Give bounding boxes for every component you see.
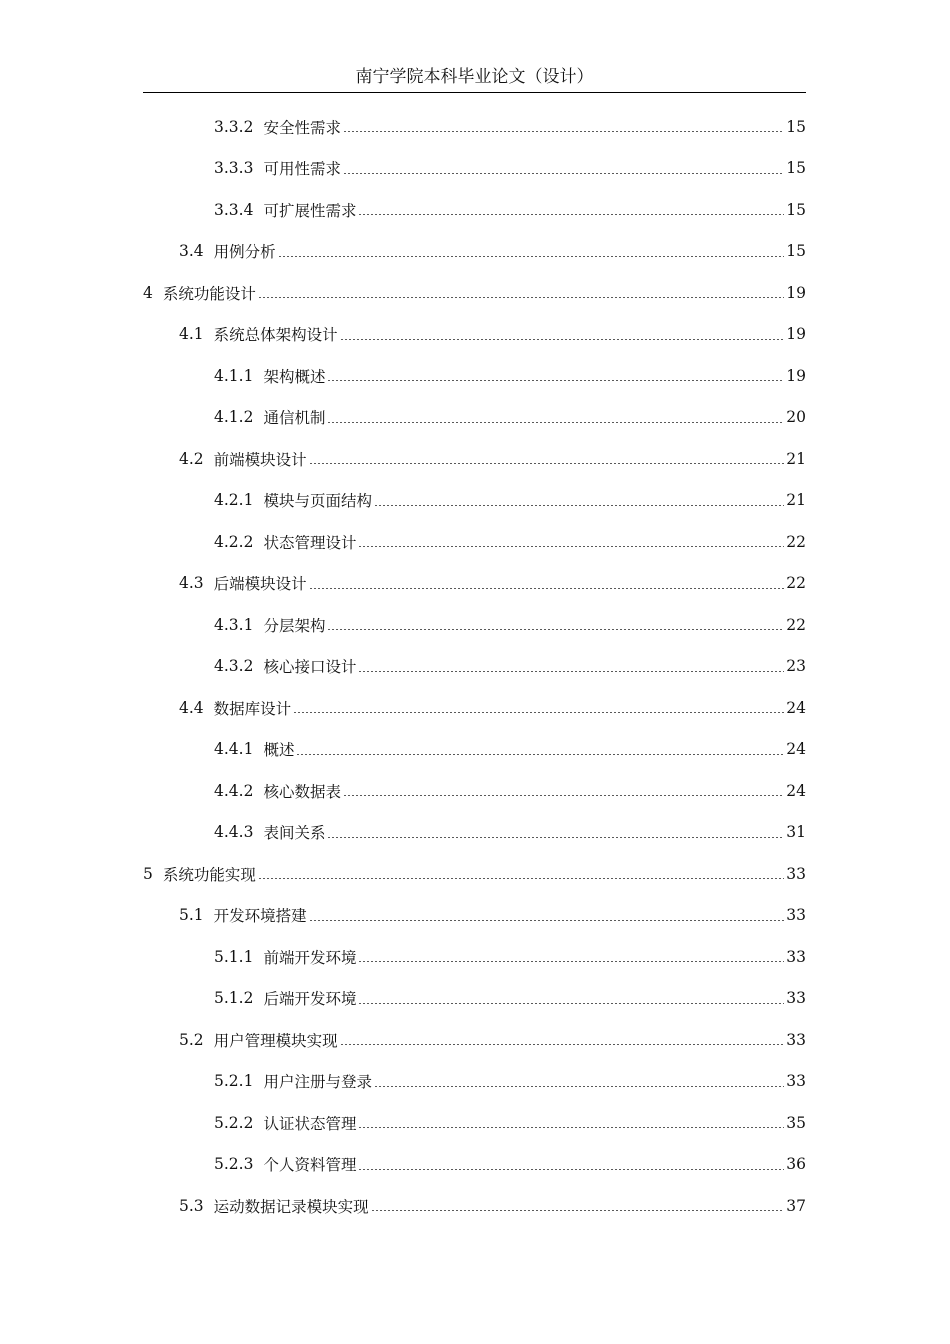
toc-entry-number: 4.3.2 — [214, 657, 254, 676]
toc-dot-leader — [327, 837, 784, 838]
toc-entry-title: 后端模块设计 — [213, 575, 307, 594]
toc-entry[interactable] — [143, 1102, 806, 1144]
toc-entry-page: 37 — [786, 1196, 806, 1215]
toc-entry[interactable] — [143, 521, 806, 563]
toc-entry-title: 安全性需求 — [263, 118, 341, 137]
toc-entry-number: 4.1.2 — [214, 408, 254, 427]
toc-entry-number: 4 — [143, 283, 153, 302]
toc-entry-page: 22 — [786, 615, 806, 634]
toc-entry-title: 数据库设计 — [213, 699, 292, 718]
toc-entry-page: 24 — [786, 698, 806, 717]
toc-entry-title: 用户注册与登录 — [263, 1073, 372, 1092]
toc-entry-page: 21 — [786, 491, 806, 510]
table-of-contents — [143, 106, 806, 1227]
toc-entry-page: 33 — [786, 1072, 806, 1091]
toc-entry-title: 核心数据表 — [263, 782, 341, 801]
toc-entry[interactable] — [143, 106, 806, 148]
toc-entry-number: 4.4.3 — [214, 823, 254, 842]
toc-entry-title: 个人资料管理 — [263, 1156, 357, 1175]
toc-dot-leader — [327, 380, 784, 381]
toc-dot-leader — [358, 1169, 784, 1170]
toc-entry-number: 5.1 — [179, 906, 204, 925]
toc-entry-number: 5.3 — [179, 1196, 204, 1215]
toc-dot-leader — [278, 256, 785, 257]
toc-dot-leader — [327, 629, 784, 630]
toc-dot-leader — [371, 1210, 785, 1211]
toc-entry-page: 33 — [786, 989, 806, 1008]
toc-entry-page: 33 — [786, 864, 806, 883]
toc-dot-leader — [358, 214, 784, 215]
header-title: 南宁学院本科毕业论文（设计） — [355, 67, 594, 87]
toc-dot-leader — [340, 339, 785, 340]
toc-entry[interactable] — [143, 314, 806, 356]
toc-entry-page: 33 — [786, 1030, 806, 1049]
toc-entry-page: 24 — [786, 781, 806, 800]
toc-dot-leader — [358, 961, 784, 962]
toc-entry-page: 23 — [786, 657, 806, 676]
toc-entry-number: 5.1.2 — [214, 989, 254, 1008]
toc-entry-number: 3.3.4 — [214, 200, 254, 219]
toc-entry[interactable] — [143, 355, 806, 397]
toc-entry-page: 21 — [786, 449, 806, 468]
toc-entry-number: 3.3.2 — [214, 117, 254, 136]
toc-entry-title: 状态管理设计 — [263, 533, 357, 552]
toc-entry-number: 5 — [143, 864, 153, 883]
toc-entry-number: 5.2.1 — [214, 1072, 254, 1091]
toc-dot-leader — [309, 588, 785, 589]
toc-entry[interactable] — [143, 770, 806, 812]
toc-entry[interactable] — [143, 1061, 806, 1103]
toc-dot-leader — [358, 1127, 784, 1128]
toc-dot-leader — [358, 1003, 784, 1004]
toc-entry-title: 概述 — [263, 741, 295, 760]
toc-entry-number: 4.1.1 — [214, 366, 254, 385]
toc-entry-title: 架构概述 — [263, 367, 326, 386]
toc-entry-title: 模块与页面结构 — [263, 492, 372, 511]
toc-entry[interactable] — [143, 936, 806, 978]
toc-entry[interactable] — [143, 687, 806, 729]
toc-entry-title: 前端模块设计 — [213, 450, 307, 469]
toc-entry-page: 24 — [786, 740, 806, 759]
toc-dot-leader — [258, 878, 784, 879]
toc-entry[interactable] — [143, 729, 806, 771]
toc-entry-number: 4.3.1 — [214, 615, 254, 634]
toc-dot-leader — [343, 131, 784, 132]
toc-entry-number: 4.2.1 — [214, 491, 254, 510]
toc-entry-number: 4.4.2 — [214, 781, 254, 800]
toc-entry-number: 4.3 — [179, 574, 204, 593]
toc-entry-number: 5.2.3 — [214, 1155, 254, 1174]
toc-entry-number: 3.3.3 — [214, 159, 254, 178]
toc-dot-leader — [358, 546, 784, 547]
toc-dot-leader — [374, 505, 784, 506]
toc-dot-leader — [258, 297, 784, 298]
toc-entry[interactable] — [143, 812, 806, 854]
toc-entry-page: 15 — [786, 117, 806, 136]
toc-entry-page: 31 — [786, 823, 806, 842]
toc-entry-page: 36 — [786, 1155, 806, 1174]
toc-entry-title: 系统功能设计 — [162, 284, 256, 303]
toc-entry[interactable] — [143, 1144, 806, 1186]
toc-entry[interactable] — [143, 646, 806, 688]
toc-entry-title: 系统功能实现 — [162, 865, 256, 884]
toc-dot-leader — [343, 173, 784, 174]
toc-entry[interactable] — [143, 1019, 806, 1061]
toc-entry-number: 4.4 — [179, 698, 204, 717]
toc-entry[interactable] — [143, 1185, 806, 1227]
toc-entry-title: 分层架构 — [263, 616, 326, 635]
page-header — [143, 62, 806, 93]
toc-dot-leader — [293, 712, 784, 713]
toc-entry-number: 4.4.1 — [214, 740, 254, 759]
toc-entry-number: 4.2.2 — [214, 532, 254, 551]
toc-entry[interactable] — [143, 853, 806, 895]
toc-entry-page: 19 — [786, 325, 806, 344]
toc-entry-page: 19 — [786, 366, 806, 385]
toc-entry-page: 22 — [786, 574, 806, 593]
toc-entry-page: 15 — [786, 200, 806, 219]
toc-entry-title: 可用性需求 — [263, 160, 341, 179]
toc-entry[interactable] — [143, 148, 806, 190]
toc-entry-title: 核心接口设计 — [263, 658, 357, 677]
toc-entry-number: 3.4 — [179, 242, 204, 261]
toc-entry-title: 用户管理模块实现 — [213, 1031, 338, 1050]
toc-entry[interactable] — [143, 978, 806, 1020]
toc-entry-number: 4.2 — [179, 449, 204, 468]
toc-dot-leader — [340, 1044, 785, 1045]
toc-entry-number: 5.2 — [179, 1030, 204, 1049]
toc-entry-title: 可扩展性需求 — [263, 201, 357, 220]
toc-entry[interactable] — [143, 272, 806, 314]
toc-dot-leader — [374, 1086, 784, 1087]
toc-entry-number: 5.1.1 — [214, 947, 254, 966]
toc-dot-leader — [309, 920, 785, 921]
toc-dot-leader — [343, 795, 784, 796]
toc-dot-leader — [309, 463, 785, 464]
toc-entry-number: 4.1 — [179, 325, 204, 344]
toc-entry-number: 5.2.2 — [214, 1113, 254, 1132]
toc-entry-page: 22 — [786, 532, 806, 551]
toc-entry[interactable] — [143, 231, 806, 273]
toc-entry-page: 19 — [786, 283, 806, 302]
toc-entry-title: 后端开发环境 — [263, 990, 357, 1009]
toc-entry-page: 33 — [786, 947, 806, 966]
toc-entry-page: 15 — [786, 159, 806, 178]
toc-entry-page: 33 — [786, 906, 806, 925]
toc-entry-page: 35 — [786, 1113, 806, 1132]
toc-dot-leader — [296, 754, 784, 755]
toc-entry[interactable] — [143, 563, 806, 605]
toc-entry-title: 用例分析 — [213, 243, 276, 262]
toc-dot-leader — [358, 671, 784, 672]
toc-entry[interactable] — [143, 895, 806, 937]
toc-entry-title: 开发环境搭建 — [213, 907, 307, 926]
toc-entry[interactable] — [143, 604, 806, 646]
toc-entry[interactable] — [143, 438, 806, 480]
toc-entry[interactable] — [143, 189, 806, 231]
toc-entry-title: 认证状态管理 — [263, 1114, 357, 1133]
toc-dot-leader — [327, 422, 784, 423]
toc-entry-page: 15 — [786, 242, 806, 261]
toc-entry-title: 系统总体架构设计 — [213, 326, 338, 345]
toc-entry[interactable] — [143, 397, 806, 439]
toc-entry-title: 表间关系 — [263, 824, 326, 843]
toc-entry-page: 20 — [786, 408, 806, 427]
toc-entry-title: 运动数据记录模块实现 — [213, 1197, 369, 1216]
toc-entry[interactable] — [143, 480, 806, 522]
toc-entry-title: 前端开发环境 — [263, 948, 357, 967]
toc-entry-title: 通信机制 — [263, 409, 326, 428]
